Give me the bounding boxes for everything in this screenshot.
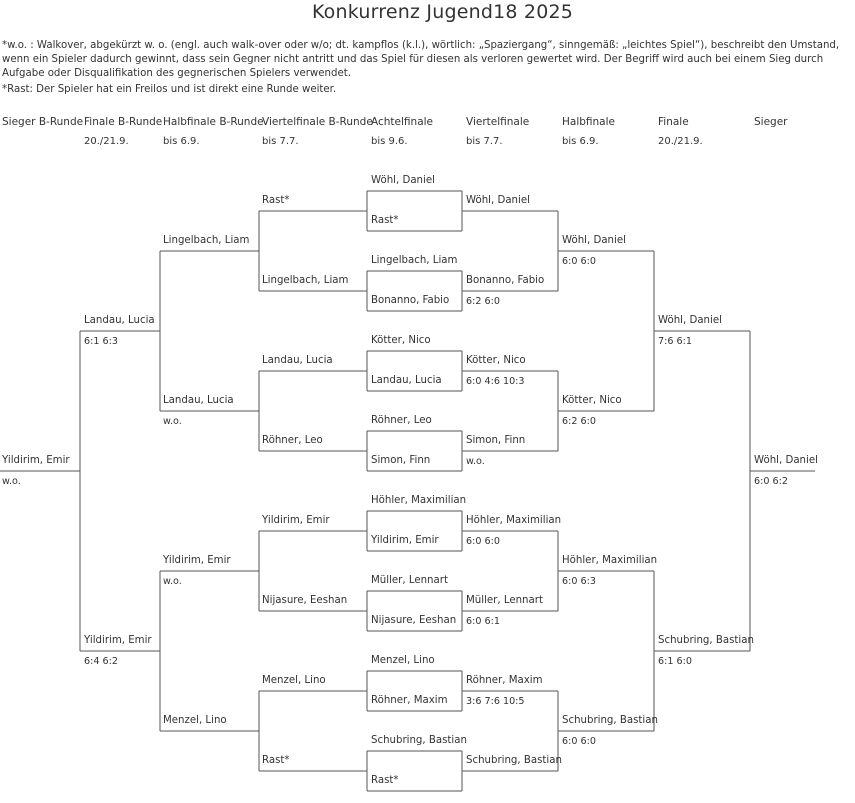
achtelfinale-player: Röhner, Maxim	[371, 695, 448, 706]
round-header-finale: Finale	[658, 116, 689, 128]
halbfinale-b-player: Landau, Lucia	[163, 395, 234, 406]
round-header-sieger: Sieger	[754, 116, 788, 128]
halbfinale-player: Höhler, Maximilian	[562, 555, 658, 566]
achtelfinale-player: Lingelbach, Liam	[371, 255, 458, 266]
halbfinale-b-player: Menzel, Lino	[163, 715, 227, 726]
sieger-b-name: Yildirim, Emir	[2, 455, 70, 466]
viertelfinale-b-player: Nijasure, Eeshan	[262, 595, 348, 606]
sieger-score: 6:0 6:2	[754, 476, 788, 487]
viertelfinale-score: 6:0 6:0	[466, 536, 500, 547]
viertelfinale-player: Wöhl, Daniel	[466, 195, 530, 206]
halbfinale-b-score: w.o.	[163, 576, 182, 587]
viertelfinale-score: 6:0 4:6 10:3	[466, 376, 525, 387]
achtelfinale-player: Kötter, Nico	[371, 335, 431, 346]
viertelfinale-player: Schubring, Bastian	[466, 755, 562, 766]
sieger-name: Wöhl, Daniel	[754, 455, 818, 466]
round-date-finale: 20./21.9.	[658, 136, 703, 147]
round-header-halbfinale: Halbfinale	[562, 116, 615, 128]
viertelfinale-player: Höhler, Maximilian	[466, 515, 562, 526]
round-header-viertelfinale-b: Viertelfinale B-Runde	[262, 116, 373, 128]
achtelfinale-player: Höhler, Maximilian	[371, 495, 467, 506]
achtelfinale-player: Schubring, Bastian	[371, 735, 467, 746]
round-date-viertelfinale-b: bis 7.7.	[262, 136, 299, 147]
achtelfinale-player: Bonanno, Fabio	[371, 295, 450, 306]
halbfinale-b-player: Lingelbach, Liam	[163, 235, 250, 246]
round-date-halbfinale: bis 6.9.	[562, 136, 599, 147]
finale-b-player: Landau, Lucia	[84, 315, 155, 326]
finale-b-player: Yildirim, Emir	[84, 635, 152, 646]
round-header-viertelfinale: Viertelfinale	[466, 116, 530, 128]
page-title: Konkurrenz Jugend18 2025	[311, 1, 574, 23]
achtelfinale-player: Nijasure, Eeshan	[371, 615, 457, 626]
sieger-b-score: w.o.	[2, 476, 21, 487]
finale-score: 6:1 6:0	[658, 656, 692, 667]
round-header-finale-b: Finale B-Runde	[84, 116, 163, 128]
achtelfinale-player: Rast*	[371, 775, 399, 786]
round-header-halbfinale-b: Halbfinale B-Runde	[163, 116, 264, 128]
finale-player: Schubring, Bastian	[658, 635, 754, 646]
halbfinale-score: 6:0 6:0	[562, 736, 596, 747]
finale-score: 7:6 6:1	[658, 336, 692, 347]
halbfinale-score: 6:0 6:0	[562, 256, 596, 267]
halbfinale-b-score: w.o.	[163, 416, 182, 427]
achtelfinale-player: Simon, Finn	[371, 455, 431, 466]
viertelfinale-score: 6:2 6:0	[466, 296, 500, 307]
finale-b-score: 6:1 6:3	[84, 336, 118, 347]
finale-b-score: 6:4 6:2	[84, 656, 118, 667]
round-header-sieger-b: Sieger B-Runde	[2, 116, 84, 128]
achtelfinale-player: Müller, Lennart	[371, 575, 448, 586]
halbfinale-player: Schubring, Bastian	[562, 715, 658, 726]
viertelfinale-b-player: Röhner, Leo	[262, 435, 323, 446]
round-date-halbfinale-b: bis 6.9.	[163, 136, 200, 147]
achtelfinale-player: Landau, Lucia	[371, 375, 442, 386]
viertelfinale-b-player: Yildirim, Emir	[262, 515, 330, 526]
halbfinale-score: 6:2 6:0	[562, 416, 596, 427]
round-date-achtelfinale: bis 9.6.	[371, 136, 408, 147]
viertelfinale-score: 6:0 6:1	[466, 616, 500, 627]
walkover-note: *w.o. : Walkover, abgekürzt w. o. (engl. auch walk-over oder w/o; dt. kampflos (k.l.), wörtlich: „Spaziergang“, sinngemäß: „leichtes Spiel“), beschreibt den Umstand, wenn ein Spieler dadurch gewinnt, dass sein Gegner nicht antritt und das Spiel für diesen als verloren gewertet wird. Der Begriff wird auch bei einem Sieg durch Aufgabe oder Disqualifikation des gegnerischen Spielers verwendet.	[2, 40, 840, 80]
achtelfinale-player: Rast*	[371, 215, 399, 226]
viertelfinale-score: 3:6 7:6 10:5	[466, 696, 525, 707]
round-date-viertelfinale: bis 7.7.	[466, 136, 503, 147]
viertelfinale-b-player: Rast*	[262, 195, 290, 206]
viertelfinale-b-player: Landau, Lucia	[262, 355, 333, 366]
finale-player: Wöhl, Daniel	[658, 315, 722, 326]
rast-note: *Rast: Der Spieler hat ein Freilos und ist direkt eine Runde weiter.	[2, 84, 337, 95]
viertelfinale-b-player: Rast*	[262, 755, 290, 766]
viertelfinale-player: Bonanno, Fabio	[466, 275, 545, 286]
viertelfinale-player: Müller, Lennart	[466, 595, 543, 606]
viertelfinale-player: Simon, Finn	[466, 435, 526, 446]
achtelfinale-player: Yildirim, Emir	[371, 535, 439, 546]
halbfinale-player: Wöhl, Daniel	[562, 235, 626, 246]
viertelfinale-b-player: Lingelbach, Liam	[262, 275, 349, 286]
viertelfinale-score: w.o.	[466, 456, 485, 467]
achtelfinale-player: Wöhl, Daniel	[371, 175, 435, 186]
halbfinale-b-player: Yildirim, Emir	[163, 555, 231, 566]
viertelfinale-player: Kötter, Nico	[466, 355, 526, 366]
round-date-finale-b: 20./21.9.	[84, 136, 129, 147]
round-header-achtelfinale: Achtelfinale	[371, 116, 434, 128]
achtelfinale-player: Menzel, Lino	[371, 655, 435, 666]
viertelfinale-b-player: Menzel, Lino	[262, 675, 326, 686]
achtelfinale-player: Röhner, Leo	[371, 415, 432, 426]
halbfinale-score: 6:0 6:3	[562, 576, 596, 587]
viertelfinale-player: Röhner, Maxim	[466, 675, 543, 686]
halbfinale-player: Kötter, Nico	[562, 395, 622, 406]
